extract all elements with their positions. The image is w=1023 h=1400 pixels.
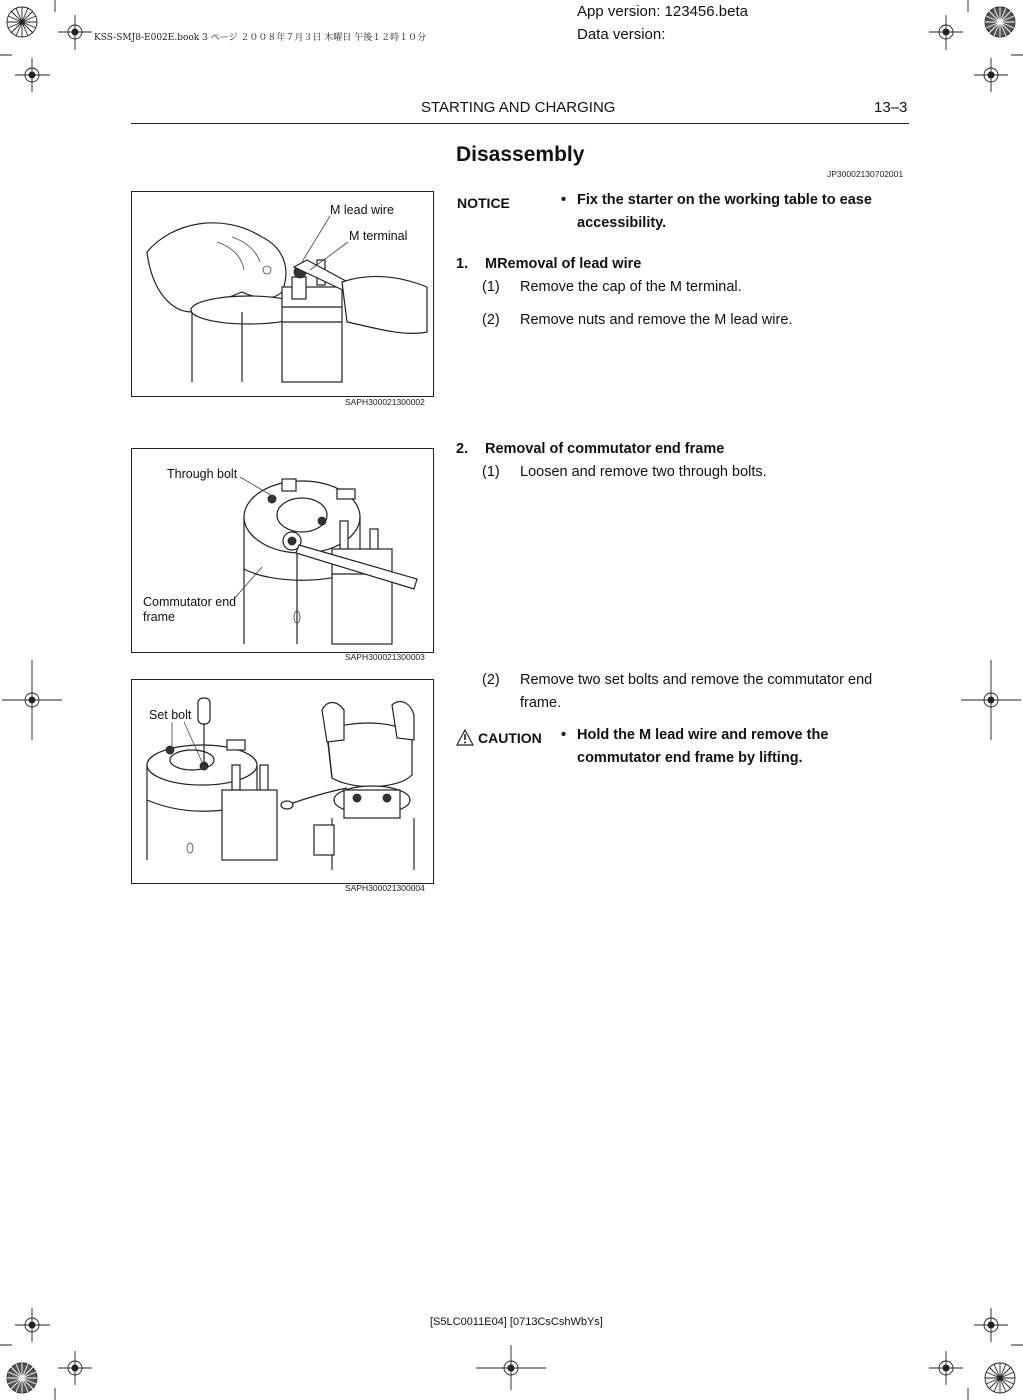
substep-text: Remove the cap of the M terminal. [520, 279, 742, 295]
crop-target-icon [7, 1363, 37, 1393]
callout-label: M lead wire [330, 203, 394, 217]
step-number: 1. [456, 256, 469, 272]
print-info-line: KSS-SMJ8-E002E.book 3 ページ ２００８年７月３日 木曜日 午後１２時１０分 [94, 33, 427, 43]
header-rule [131, 123, 909, 124]
callout-label: M terminal [349, 229, 408, 243]
caution-label: CAUTION [478, 730, 542, 746]
substep-text: Loosen and remove two through bolts. [520, 464, 767, 480]
page-number: 13–3 [874, 99, 908, 116]
crop-target-icon [7, 7, 37, 37]
crop-target-icon [985, 1363, 1015, 1393]
substep-text: Remove nuts and remove the M lead wire. [520, 312, 793, 328]
footer-code: [S5LC0011E04] [0713CsCshWbYs] [430, 1316, 603, 1328]
figure-m-lead-wire [131, 191, 434, 397]
caution-bullet: • [561, 727, 567, 743]
substep-text: Remove two set bolts and remove the commutator end frame. [520, 672, 873, 711]
figure-code: SAPH300021300004 [345, 883, 425, 893]
starter-illustration [132, 192, 433, 396]
callout-label: Through bolt [167, 467, 238, 481]
substep-number: (1) [482, 464, 500, 480]
substep-number: (1) [482, 279, 500, 295]
notice-label: NOTICE [457, 195, 510, 211]
step-title: MRemoval of lead wire [485, 256, 642, 272]
section-header: STARTING AND CHARGING [421, 99, 616, 116]
crop-target-icon [985, 7, 1015, 37]
step-number: 2. [456, 441, 469, 457]
notice-text: Fix the starter on the working table to ease accessibility. [577, 192, 872, 231]
callout-label: Set bolt [149, 708, 192, 722]
callout-label: Commutator end frame [143, 595, 237, 624]
data-version: Data version: [577, 26, 666, 43]
figure-code: SAPH300021300002 [345, 397, 425, 407]
page-title: Disassembly [456, 143, 585, 166]
substep-number: (2) [482, 672, 500, 688]
substep-number: (2) [482, 312, 500, 328]
notice-bullet: • [561, 192, 567, 208]
app-version: App version: 123456.beta [577, 3, 748, 20]
caution-text: Hold the M lead wire and remove the commutator end frame by lifting. [577, 727, 829, 766]
warning-triangle-icon [456, 729, 474, 746]
step-title: Removal of commutator end frame [485, 441, 725, 457]
doc-code: JP30002130702001 [827, 169, 904, 179]
figure-code: SAPH300021300003 [345, 652, 425, 662]
